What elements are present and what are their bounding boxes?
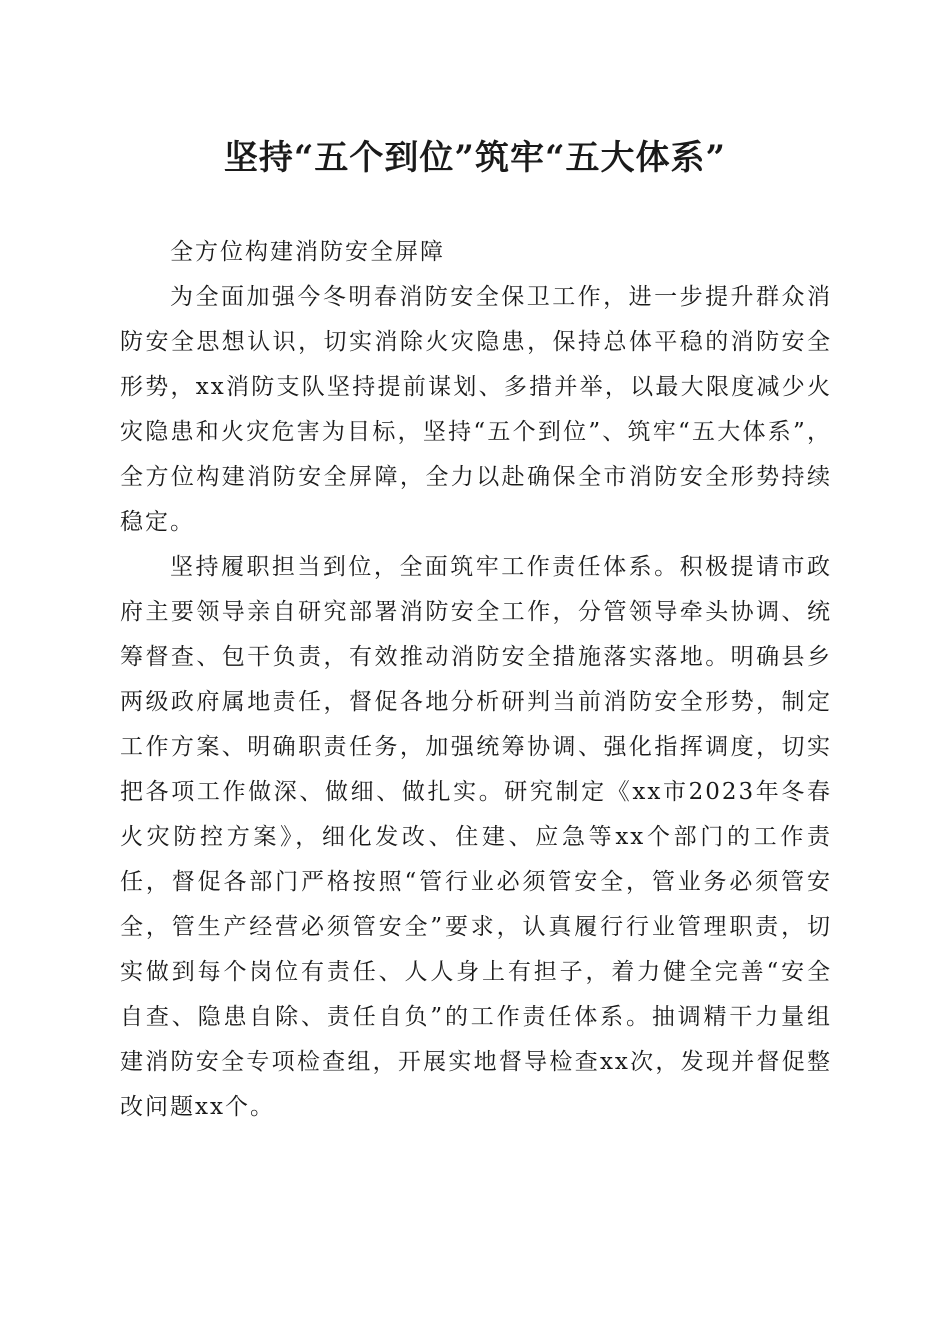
paragraph-responsibility: 坚持履职担当到位，全面筑牢工作责任体系。积极提请市政府主要领导亲自研究部署消防安全工作，分管领导牵头协调、统筹督查、包干负责，有效推动消防安全措施落实落地。明确县乡两级政府属地责任，督促各地分析研判当前消防安全形势，制定工作方案、明确职责任务，加强统筹协调、强化指挥调度，切实把各项工作做深、做细、做扎实。研究制定《xx市2023年冬春火灾防控方案》，细化发改、住建、应急等xx个部门的工作责任，督促各部门严格按照“管行业必须管安全，管业务必须管安全，管生产经营必须管安全”要求，认真履行行业管理职责，切实做到每个岗位有责任、人人身上有担子，着力健全完善“安全自查、隐患自除、责任自负”的工作责任体系。抽调精干力量组建消防安全专项检查组，开展实地督导检查xx次，发现并督促整改问题xx个。	[120, 554, 832, 1120]
document-subtitle: 全方位构建消防安全屏障	[170, 239, 445, 265]
paragraph-intro: 为全面加强今冬明春消防安全保卫工作，进一步提升群众消防安全思想认识，切实消除火灾隐患，保持总体平稳的消防安全形势，xx消防支队坚持提前谋划、多措并举，以最大限度减少火灾隐患和火灾危害为目标，坚持“五个到位”、筑牢“五大体系”，全方位构建消防安全屏障，全力以赴确保全市消防安全形势持续稳定。	[120, 284, 832, 535]
document-body	[120, 230, 832, 1130]
document-title: 坚持“五个到位”筑牢“五大体系”	[223, 138, 727, 178]
